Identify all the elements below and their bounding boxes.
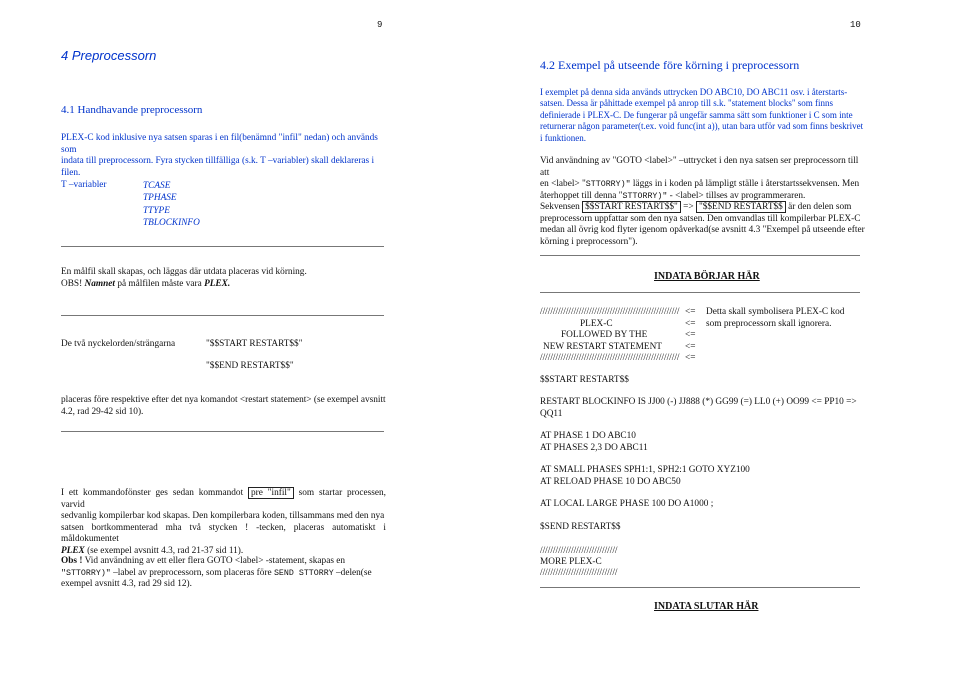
tvar-list [143, 180, 200, 230]
end-restart-marker: $SEND RESTART$$ [540, 522, 621, 532]
goto-paragraph [540, 156, 865, 202]
code-text: PLEX-C [580, 318, 613, 329]
end-restart-box: "$$END RESTART$$ [696, 201, 786, 213]
divider [540, 292, 860, 293]
intro-line-1: PLEX-C kod inklusive nya satsen sparas i en fil(benämnd "infil" nedan) och används som [61, 133, 378, 155]
command-paragraph [61, 488, 386, 558]
trailing-code [540, 546, 618, 580]
divider [540, 255, 860, 256]
obs2-text: Vid användning av ett eller flera GOTO <label> -statement, skapas en [82, 556, 346, 566]
example-intro [540, 87, 865, 144]
keywords-label: De två nyckelorden/strängarna [61, 339, 176, 349]
goto-text: återhoppet till denna " [540, 190, 623, 201]
code-text: ////////////////////////////// [540, 546, 618, 556]
phase-line: AT PHASE 1 DO ABC10 [540, 431, 636, 441]
send-sttorry: SEND STTORRY [273, 568, 334, 578]
code-block [540, 307, 870, 365]
phase-line: AT SMALL PHASES SPH1:1, SPH2:1 GOTO XYZ100 [540, 465, 750, 475]
page-number-left: 9 [377, 20, 383, 30]
page-number-right: 10 [850, 20, 861, 30]
goto-text: en <label> " [540, 179, 586, 190]
divider [61, 431, 384, 432]
section-title-handhavande: 4.1 Handhavande preprocessorn [61, 104, 203, 116]
seq-line-4: körning i preprocessorn"). [540, 236, 638, 247]
code-text: FOLLOWED BY THE [561, 330, 648, 340]
cmd-text: I ett kommandofönster ges sedan kommandot [61, 488, 248, 498]
obs2-paragraph [61, 556, 386, 591]
blockinfo-statement [540, 397, 870, 420]
sequence-paragraph [540, 202, 865, 248]
arrow-text: <= [685, 318, 696, 329]
arrow-text: <= [685, 353, 696, 363]
section-title-exempel: 4.2 Exempel på utseende före körning i preprocessorn [540, 58, 800, 72]
tvar-item: TBLOCKINFO [143, 218, 200, 229]
seq-line-2: preprocessorn uppfattar som den nya satsen. Den omvandlas till kompilerbar PLEX-C [540, 213, 861, 224]
obs2-line-2 [61, 568, 386, 580]
phase-line: AT RELOAD PHASE 10 DO ABC50 [540, 476, 681, 487]
sttorry-label: STTORRY)" [622, 191, 668, 201]
placeras-line-2: 4.2, rad 29-42 sid 10). [61, 406, 144, 417]
code-row [540, 319, 870, 331]
cmd-text: (se exempel avsnitt 4.3, rad 21-37 sid 11). [84, 545, 244, 556]
divider [61, 246, 384, 247]
code-text: NEW RESTART STATEMENT [543, 341, 662, 352]
example-intro-line: I exemplet på denna sida används uttrycken DO ABC10, DO ABC11 osv. i återstarts- [540, 87, 848, 97]
phase-statements [540, 431, 648, 454]
namnet-word: Namnet [84, 278, 115, 289]
malfil-line-2 [61, 279, 391, 291]
malfil-mid: på målfilen måste vara [115, 278, 205, 289]
arrow-text: <= [685, 341, 696, 352]
cmd-line-3: satsen bortkommenterad mha två stycken ! -tecken, placeras automatiskt i måldokumentet [61, 522, 386, 545]
intro-line-2: indata till preprocessorn. Fyra stycken tillfälliga (s.k. T –variabler) skall deklareras i filen. [61, 156, 375, 178]
start-restart-box: $$START RESTART$$" [582, 201, 681, 213]
phase-line: AT PHASES 2,3 DO ABC11 [540, 442, 648, 453]
intro-paragraph [61, 133, 391, 179]
goto-text: läggs in i koden på lämpligt ställe i återstartssekvensen. Men [630, 179, 860, 190]
divider [61, 315, 384, 316]
seq-line-3: medan all övrig kod flyter igenom opåverkad(se avsnitt 4.3 "Exempel på utseende efter [540, 225, 865, 236]
indata-end-header: INDATA SLUTAR HÄR [654, 601, 759, 612]
goto-text: - <label> tillses av programmeraren. [667, 190, 806, 201]
obs2-line-1 [61, 556, 386, 568]
local-large-statement: AT LOCAL LARGE PHASE 100 DO A1000 ; [540, 499, 714, 509]
command-box: pre "infil" [248, 487, 294, 499]
keyword-start: "$$START RESTART$$" [206, 339, 303, 349]
example-intro-line: i funktionen. [540, 132, 586, 143]
tvar-item: TPHASE [143, 193, 177, 204]
cmd-line-2: sedvanlig kompilerbar kod skapas. Den kompilerbara koden, tillsammans med den nya [61, 511, 385, 522]
goto-line-1: Vid användning av "GOTO <label>" –uttrycket i den nya satsen ser preprocessorn till att [540, 156, 859, 178]
small-phases-statement [540, 465, 750, 488]
code-row [540, 307, 870, 319]
placeras-paragraph [61, 395, 391, 418]
malfil-line-1: En målfil skall skapas, och läggas där utdata placeras vid körning. [61, 267, 307, 277]
obs2-text: –label av preprocessorn, som placeras före [110, 567, 274, 578]
blockinfo-line-1: RESTART BLOCKINFO IS JJ00 (-) JJ888 (*) GG99 (=) LL0 (+) OO99 <= PP10 => [540, 397, 857, 407]
obs2-line-3: exempel avsnitt 4.3, rad 29 sid 12). [61, 579, 192, 590]
obs2-text: –delen(se [333, 567, 372, 578]
code-note: Detta skall symbolisera PLEX-C kod [706, 307, 845, 317]
indata-start-header: INDATA BÖRJAR HÄR [654, 271, 760, 282]
code-text: ////////////////////////////// [540, 568, 618, 579]
code-text: ////////////////////////////////////////////////////// [540, 353, 680, 363]
obs-label: OBS! [61, 278, 83, 289]
keyword-end: "$$END RESTART$$" [206, 361, 294, 371]
divider [540, 587, 860, 588]
plex-word: PLEX [61, 545, 85, 556]
blockinfo-line-2: QQ11 [540, 408, 563, 419]
sttorry-label: STTORRY)" [585, 180, 631, 190]
cmd-text: som startar processen, varvid [61, 488, 386, 510]
tvar-item: TTYPE [143, 205, 170, 216]
tvar-label: T –variabler [61, 180, 107, 190]
arrow-text: <= [685, 307, 696, 317]
sttorry-label: "STTORRY)" [61, 568, 111, 578]
arrow-text: => [680, 202, 696, 212]
chapter-title: 4 Preprocessorn [61, 48, 157, 63]
placeras-line-1: placeras före respektive efter det nya komandot <restart statement> (se exempel avsnitt [61, 395, 386, 405]
example-intro-line: definierade i PLEX-C. De fungerar på ungefär samma sätt som funktioner i C som inte [540, 109, 853, 120]
code-row [540, 342, 870, 354]
seq-text: Sekvensen [540, 202, 583, 212]
tvar-item: TCASE [143, 181, 171, 191]
example-intro-line: returnerar någon parameter(t.ex. void func(int a)), utan bara utför vad som finns beskrivet [540, 121, 864, 132]
code-row [540, 353, 870, 365]
goto-line-2 [540, 179, 865, 191]
seq-text: är den delen som [785, 202, 852, 212]
code-note: som preprocessorn skall ignorera. [706, 318, 832, 329]
cmd-line-1 [61, 488, 386, 511]
arrow-text: <= [685, 330, 696, 340]
code-text: MORE PLEX-C [540, 557, 602, 568]
obs2-label: Obs ! [61, 556, 83, 566]
start-restart-marker: $$START RESTART$$ [540, 375, 629, 385]
malfil-paragraph [61, 267, 391, 290]
plex-word: PLEX. [204, 278, 231, 289]
seq-line-1 [540, 202, 865, 214]
code-text: ////////////////////////////////////////////////////// [540, 307, 680, 317]
code-row [540, 330, 870, 342]
example-intro-line: satsen. Dessa är påhittade exempel på anrop till s.k. "statement blocks" som finns [540, 98, 834, 109]
